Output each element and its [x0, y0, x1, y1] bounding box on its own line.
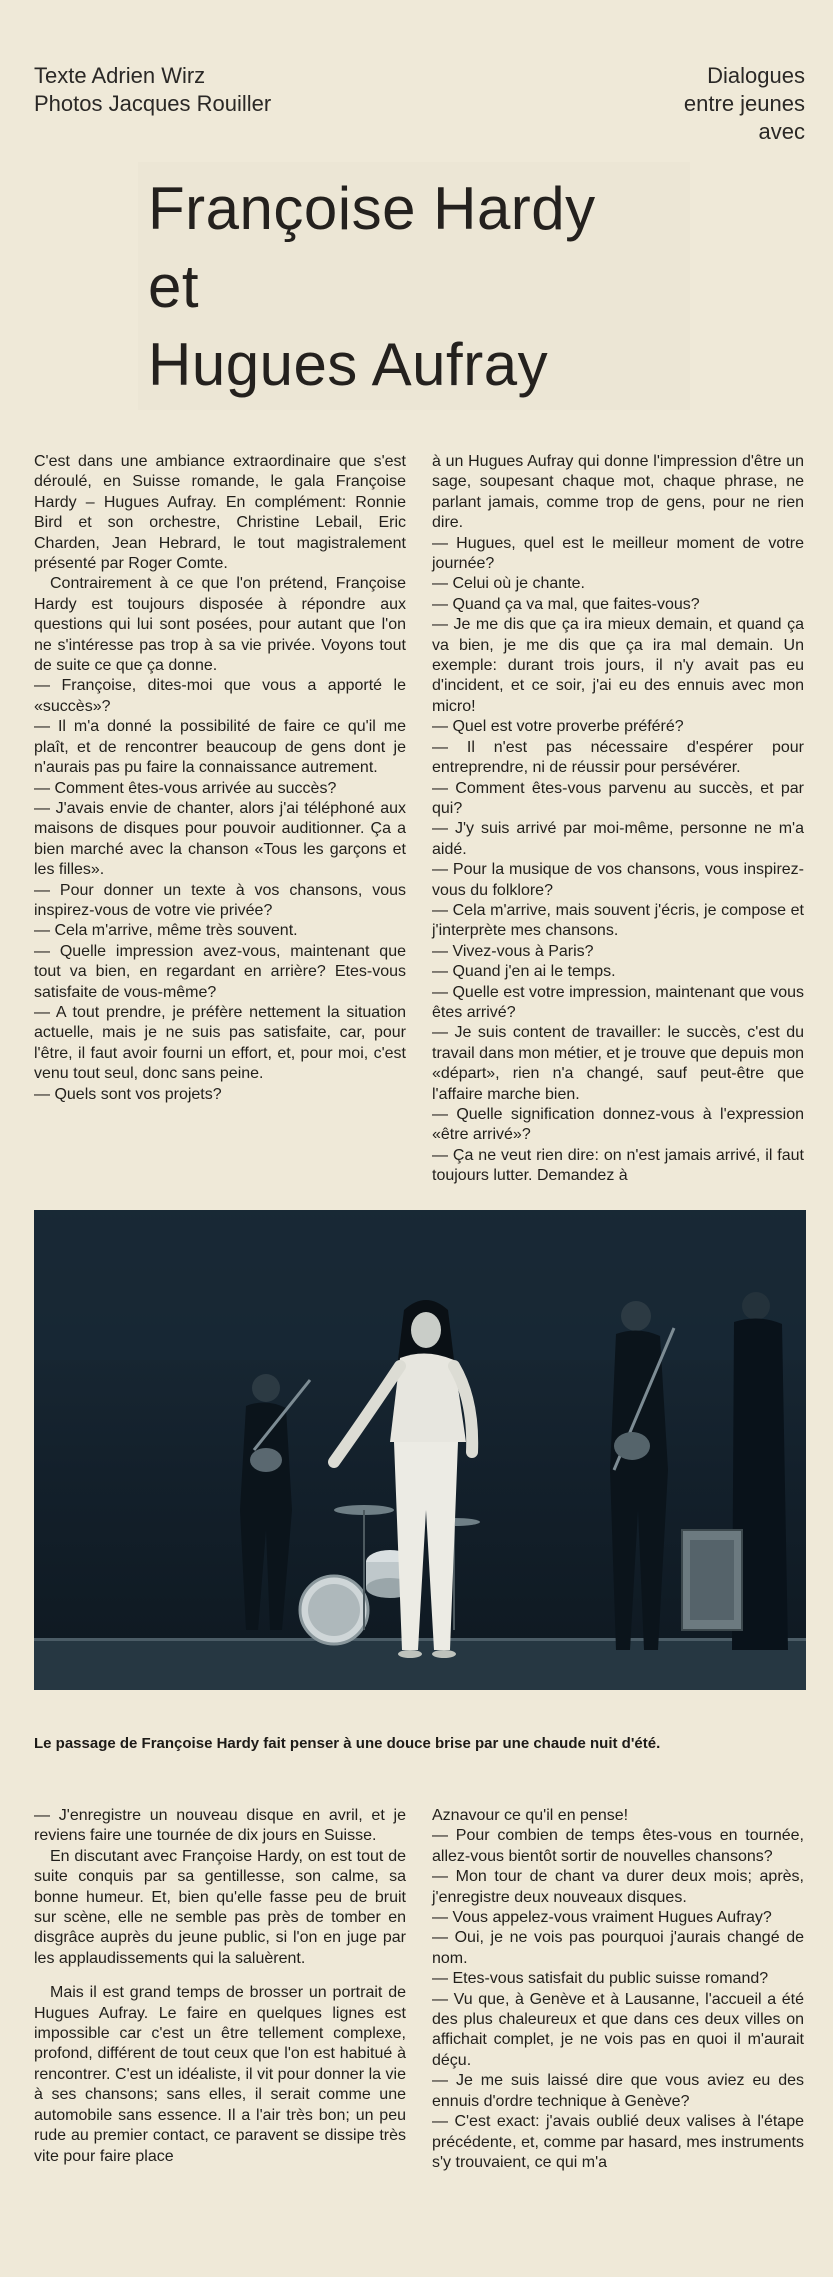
paragraph: En discutant avec Françoise Hardy, on est tout de suite conquis par sa gentillesse, son calme, sa bonne humeur. Et, bien qu'elle fasse peu de bruit sur scène, elle ne semble pas près de tomber en disgrâce auprès du jeune public, si l'on en juge par les applaudissements qui la saluèrent. — [34, 1847, 406, 1967]
paragraph: — Hugues, quel est le meilleur moment de votre journée? — [432, 534, 804, 573]
series-heading — [684, 62, 805, 146]
paragraph: — Quand j'en ai le temps. — [432, 963, 616, 981]
paragraph: — J'avais envie de chanter, alors j'ai téléphoné aux maisons de disques pour pouvoir auditionner. Ça a bien marché avec la chanson «Tous les garçons et les filles». — [34, 799, 406, 879]
concert-photo — [34, 1210, 806, 1690]
paragraph: — Pour la musique de vos chansons, vous inspirez-vous du folklore? — [432, 861, 804, 899]
paragraph: — Quand ça va mal, que faites-vous? — [432, 595, 700, 613]
paragraph: — Cela m'arrive, même très souvent. — [34, 922, 298, 940]
credit-photos: Photos Jacques Rouiller — [34, 91, 272, 116]
paragraph: — Quelle signification donnez-vous à l'expression «être arrivé»? — [432, 1106, 804, 1144]
photo-caption: Le passage de Françoise Hardy fait penser à une douce brise par une chaude nuit d'été. — [34, 1735, 661, 1752]
article-title — [148, 170, 596, 404]
paragraph: — Oui, je ne vois pas pourquoi j'aurais changé de nom. — [432, 1929, 804, 1967]
paragraph: — Pour donner un texte à vos chansons, vous inspirez-vous de votre vie privée? — [34, 881, 406, 919]
paragraph: — Françoise, dites-moi que vous a apporté le «succès»? — [34, 677, 406, 715]
paragraph: — Cela m'arrive, mais souvent j'écris, je compose et j'interprète mes chansons. — [432, 901, 804, 940]
paragraph: C'est dans une ambiance extraordinaire que s'est déroulé, en Suisse romande, le gala Françoise Hardy – Hugues Aufray. En complément: Ronnie Bird et son orchestre, Christine Lebail, Eric Charden, Jean Hebrard, le tout magistralement présenté par Roger Comte. — [34, 453, 406, 573]
article-column-1 — [34, 452, 406, 1105]
credits — [34, 62, 271, 118]
paragraph: — Pour combien de temps êtes-vous en tournée, allez-vous bientôt sortir de nouvelles chansons? — [432, 1827, 804, 1865]
series-line-1: Dialogues — [707, 63, 805, 88]
paragraph: Mais il est grand temps de brosser un portrait de Hugues Aufray. Le faire en quelques lignes est impossible car c'est un être tellement complexe, profond, différent de tout ceux que l'on est habitué à rencontrer. C'est un idéaliste, il vit pour donner la vie à ses chansons; sans elles, il serait comme une automobile sans essence. Il a l'air très bon; un peu rude au premier contact, ce paravent se dissipe très vite pour faire place — [34, 1984, 406, 2165]
stage-floor — [34, 1640, 806, 1690]
paragraph: — Comment êtes-vous parvenu au succès, et par qui? — [432, 779, 804, 817]
paragraph: — J'enregistre un nouveau disque en avril, et je reviens faire une tournée de dix jours en Suisse. — [34, 1807, 406, 1845]
left-guitarist-figure — [240, 1374, 310, 1630]
series-line-2: entre jeunes — [683, 91, 805, 116]
paragraph: — Mon tour de chant va durer deux mois; après, j'enregistre deux nouveaux disques. — [432, 1868, 804, 1906]
title-line-1: Françoise Hardy — [148, 175, 596, 242]
article-column-3 — [34, 1806, 406, 2167]
paragraph: — Quels sont vos projets? — [34, 1085, 222, 1103]
paragraph: à un Hugues Aufray qui donne l'impression d'être un sage, soupesant chaque mot, chaque phrase, ne parlant jamais, comme trop de gens, pour ne rien dire. — [432, 453, 804, 532]
paragraph: Contrairement à ce que l'on prétend, Françoise Hardy est toujours disposée à répondre aux questions qui lui sont posées, pour autant que l'on ne s'intéresse pas trop à sa vie privée. Voyons tout de suite ce que ça donne. — [34, 575, 406, 675]
title-line-3: Hugues Aufray — [148, 331, 549, 398]
article-column-4 — [432, 1806, 804, 2173]
title-line-2: et — [148, 253, 200, 320]
right-guitarist-figure — [610, 1301, 674, 1650]
paragraph: — Je suis content de travailler: le succès, c'est du travail dans mon métier, et je trouve que depuis mon «départ», rien n'a changé, sauf peut-être que l'affaire marche bien. — [432, 1024, 804, 1103]
paragraph: — Quelle est votre impression, maintenant que vous êtes arrivé? — [432, 983, 804, 1021]
paragraph: — Celui où je chante. — [432, 575, 585, 593]
paragraph: — Comment êtes-vous arrivée au succès? — [34, 779, 337, 797]
paragraph: — Je me suis laissé dire que vous aviez eu des ennuis d'ordre technique à Genève? — [432, 2072, 804, 2110]
paragraph: — Vivez-vous à Paris? — [432, 942, 594, 960]
paragraph: — Il m'a donné la possibilité de faire ce qu'il me plaît, et de rencontrer beaucoup de gens dont je n'aurais pas pu faire la connaissance autrement. — [34, 718, 406, 777]
paragraph: — Il n'est pas nécessaire d'espérer pour entreprendre, ni de réussir pour persévérer. — [432, 738, 804, 777]
paragraph: — Vous appelez-vous vraiment Hugues Aufray? — [432, 1909, 772, 1927]
article-column-2 — [432, 452, 804, 1187]
paragraph: — Je me dis que ça ira mieux demain, et quand ça va bien, je me dis que ça ira mal demain. Un exemple: durant trois jours, il n'y avait pas eu d'incident, et ce soir, j'ai eu des ennuis avec mon micro! — [432, 616, 804, 715]
paragraph: — J'y suis arrivé par moi-même, personne ne m'a aidé. — [432, 820, 804, 858]
paragraph: — C'est exact: j'avais oublié deux valises à l'étape précédente, et, comme par hasard, mes instruments s'y trouvaient, ce qui m'a — [432, 2113, 804, 2171]
stage-illustration — [34, 1210, 806, 1690]
paragraph: — A tout prendre, je préfère nettement la situation actuelle, mais je ne suis pas satisfaite, car, pour l'être, il faut avoir fourni un effort, et, pour moi, c'est venu tout seul, donc sans peine. — [34, 1003, 406, 1083]
credit-text: Texte Adrien Wirz — [34, 63, 206, 88]
paragraph: — Quel est votre proverbe préféré? — [432, 718, 684, 736]
paragraph: Aznavour ce qu'il en pense! — [432, 1807, 629, 1824]
paragraph: — Quelle impression avez-vous, maintenant que tout va bien, en regardant en arrière? Etes-vous satisfaite de vous-même? — [34, 942, 406, 1001]
series-line-3: avec — [758, 119, 805, 144]
paragraph: — Ça ne veut rien dire: on n'est jamais arrivé, il faut toujours lutter. Demandez à — [432, 1146, 804, 1185]
paragraph: — Vu que, à Genève et à Lausanne, l'accueil a été des plus chaleureux et que dans ces deux villes on affichait complet, je ne vois pas en quoi il m'aurait déçu. — [432, 1990, 804, 2069]
paragraph: — Etes-vous satisfait du public suisse romand? — [432, 1970, 769, 1988]
